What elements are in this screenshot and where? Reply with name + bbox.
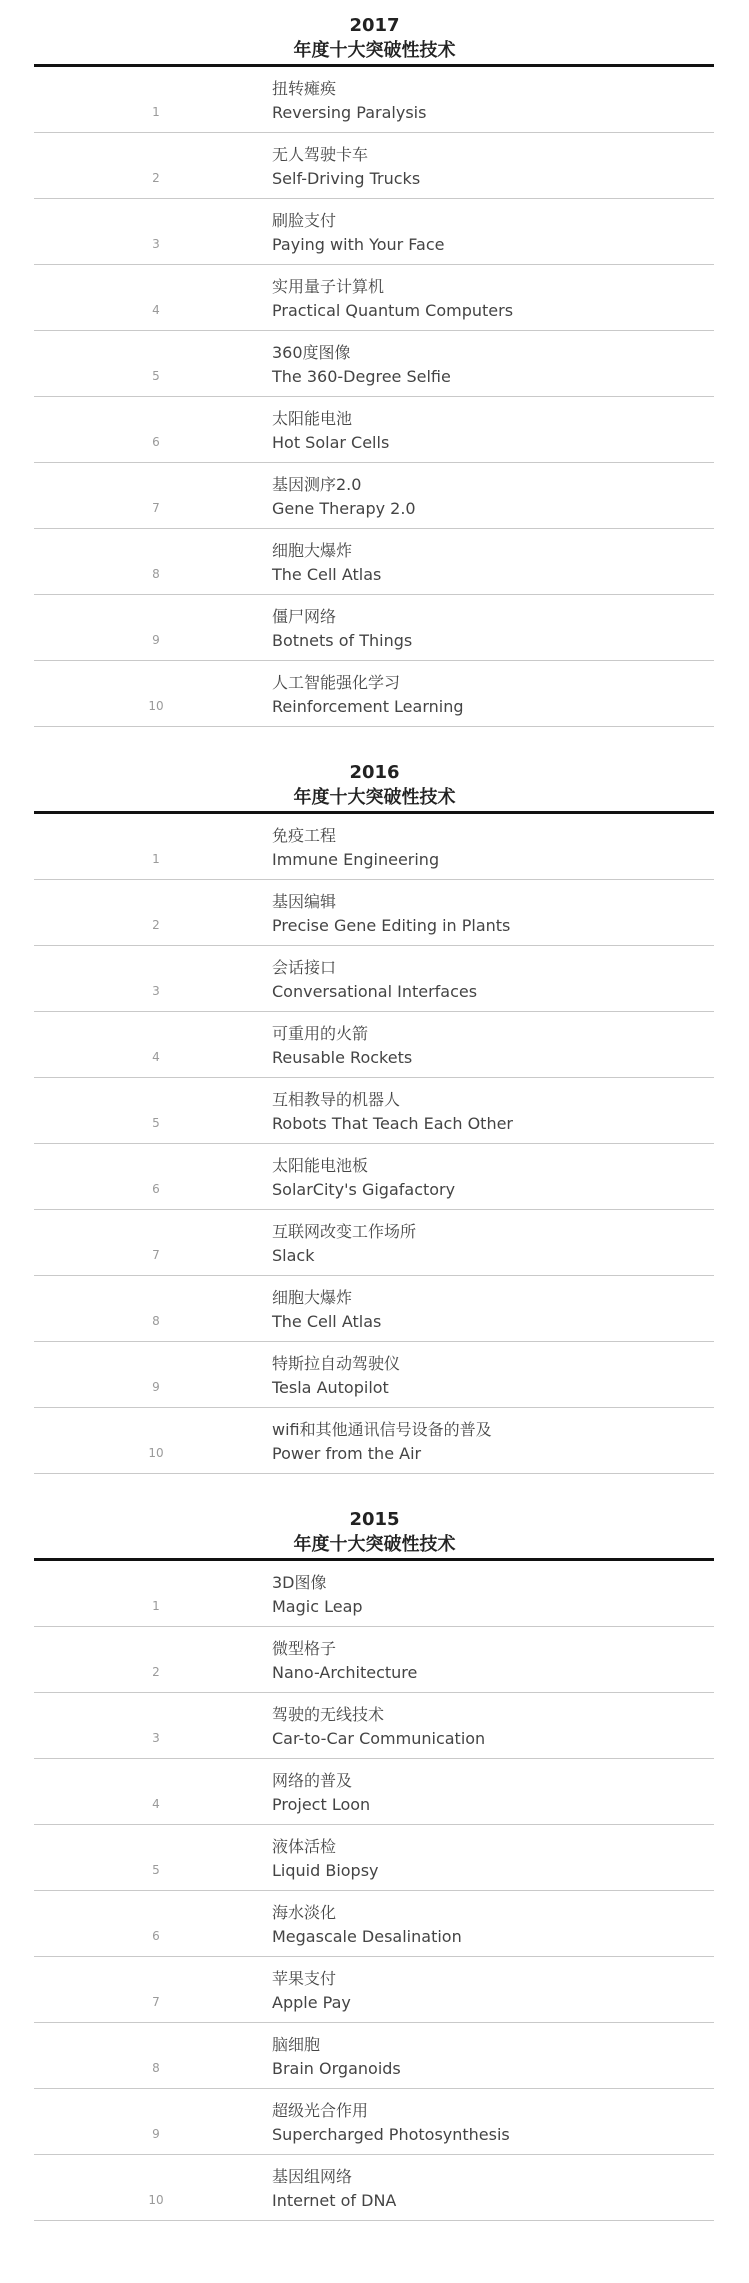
tech-name-en: Paying with Your Face <box>272 235 445 254</box>
tech-name-en: Power from the Air <box>272 1444 422 1463</box>
rank-number: 5 <box>152 1116 160 1130</box>
section-header <box>0 14 749 64</box>
tech-name-cn: 驾驶的无线技术 <box>272 1705 385 1724</box>
section-subtitle: 年度十大突破性技术 <box>293 787 456 808</box>
list-item <box>34 814 714 880</box>
list-item <box>34 1078 714 1144</box>
rank-number: 6 <box>152 1929 160 1943</box>
list-item <box>34 1957 714 2023</box>
tech-name-en: Gene Therapy 2.0 <box>272 499 416 518</box>
tech-name-en: Magic Leap <box>272 1597 363 1616</box>
list-item <box>34 265 714 331</box>
list-item <box>34 1408 714 1474</box>
tech-name-cn: 海水淡化 <box>272 1903 337 1922</box>
tech-name-en: Tesla Autopilot <box>272 1378 389 1397</box>
rank-number: 4 <box>152 303 160 317</box>
tech-name-en: Reversing Paralysis <box>272 103 427 122</box>
tech-name-en: Nano-Architecture <box>272 1663 418 1682</box>
tech-name-cn: 苹果支付 <box>272 1969 337 1988</box>
tech-name-en: Liquid Biopsy <box>272 1861 379 1880</box>
rank-number: 4 <box>152 1797 160 1811</box>
tech-name-cn: 液体活检 <box>272 1837 337 1856</box>
list-item <box>34 1144 714 1210</box>
rank-number: 3 <box>152 984 160 998</box>
rank-number: 3 <box>152 237 160 251</box>
tech-name-en: Internet of DNA <box>272 2191 397 2210</box>
rank-number: 9 <box>152 2127 160 2141</box>
section-2017 <box>0 14 749 727</box>
list-item <box>34 880 714 946</box>
tech-name-en: Brain Organoids <box>272 2059 401 2078</box>
tech-name-en: Self-Driving Trucks <box>272 169 421 188</box>
rank-number: 10 <box>148 1446 164 1460</box>
tech-name-en: Botnets of Things <box>272 631 413 650</box>
list-item <box>34 67 714 133</box>
tech-name-cn: 刷脸支付 <box>272 211 337 230</box>
list-item <box>34 1825 714 1891</box>
list-item <box>34 133 714 199</box>
tech-name-cn: 细胞大爆炸 <box>272 541 353 560</box>
list-item <box>34 1759 714 1825</box>
list-item <box>34 1276 714 1342</box>
tech-name-cn: 可重用的火箭 <box>272 1024 369 1043</box>
tech-name-en: The Cell Atlas <box>272 565 382 584</box>
tech-name-en: Practical Quantum Computers <box>272 301 514 320</box>
tech-list <box>34 1561 714 2221</box>
tech-name-cn: 互联网改变工作场所 <box>272 1222 417 1241</box>
tech-name-cn: 微型格子 <box>272 1639 337 1658</box>
tech-name-en: SolarCity's Gigafactory <box>272 1180 456 1199</box>
rank-number: 4 <box>152 1050 160 1064</box>
rank-number: 2 <box>152 171 160 185</box>
rank-number: 8 <box>152 567 160 581</box>
list-item <box>34 331 714 397</box>
list-item <box>34 2023 714 2089</box>
section-header <box>0 1508 749 1558</box>
tech-name-en: Immune Engineering <box>272 850 440 869</box>
rank-number: 2 <box>152 1665 160 1679</box>
tech-name-cn: 实用量子计算机 <box>272 277 385 296</box>
tech-name-en: Hot Solar Cells <box>272 433 390 452</box>
tech-name-cn: 太阳能电池 <box>272 409 353 428</box>
list-item <box>34 1342 714 1408</box>
tech-name-cn: 3D图像 <box>272 1573 327 1592</box>
list-item <box>34 199 714 265</box>
section-2016 <box>0 761 749 1474</box>
rank-number: 8 <box>152 1314 160 1328</box>
tech-name-cn: 免疫工程 <box>272 826 337 845</box>
section-year: 2015 <box>349 1509 400 1530</box>
list-item <box>34 1210 714 1276</box>
tech-name-cn: 细胞大爆炸 <box>272 1288 353 1307</box>
rank-number: 1 <box>152 105 160 119</box>
list-item <box>34 2089 714 2155</box>
tech-name-cn: 基因测序2.0 <box>272 475 362 494</box>
rank-number: 5 <box>152 369 160 383</box>
list-item <box>34 661 714 727</box>
tech-name-cn: 特斯拉自动驾驶仪 <box>272 1354 401 1373</box>
tech-name-cn: 太阳能电池板 <box>272 1156 369 1175</box>
tech-name-cn: 基因编辑 <box>272 892 337 911</box>
list-item <box>34 397 714 463</box>
rank-number: 6 <box>152 435 160 449</box>
tech-name-cn: wifi和其他通讯信号设备的普及 <box>272 1420 492 1439</box>
rank-number: 9 <box>152 1380 160 1394</box>
section-subtitle: 年度十大突破性技术 <box>293 1534 456 1555</box>
list-item <box>34 2155 714 2221</box>
section-subtitle: 年度十大突破性技术 <box>293 40 456 61</box>
list-item <box>34 1693 714 1759</box>
tech-name-cn: 基因组网络 <box>272 2167 353 2186</box>
list-item <box>34 1012 714 1078</box>
tech-name-cn: 360度图像 <box>272 343 351 362</box>
tech-name-en: Supercharged Photosynthesis <box>272 2125 510 2144</box>
list-item <box>34 1561 714 1627</box>
list-item <box>34 463 714 529</box>
tech-name-en: Apple Pay <box>272 1993 351 2012</box>
section-header <box>0 761 749 811</box>
section-year: 2016 <box>349 762 400 783</box>
tech-name-cn: 僵尸网络 <box>272 607 337 626</box>
tech-name-en: Megascale Desalination <box>272 1927 462 1946</box>
section-2015 <box>0 1508 749 2221</box>
rank-number: 3 <box>152 1731 160 1745</box>
rank-number: 5 <box>152 1863 160 1877</box>
list-item <box>34 529 714 595</box>
rank-number: 2 <box>152 918 160 932</box>
list-item <box>34 1891 714 1957</box>
tech-name-cn: 互相教导的机器人 <box>272 1090 401 1109</box>
tech-name-cn: 无人驾驶卡车 <box>272 145 369 164</box>
rank-number: 1 <box>152 1599 160 1613</box>
tech-name-cn: 会话接口 <box>272 958 337 977</box>
tech-name-cn: 超级光合作用 <box>272 2101 369 2120</box>
list-item <box>34 1627 714 1693</box>
tech-name-en: Slack <box>272 1246 315 1265</box>
tech-name-en: Reusable Rockets <box>272 1048 413 1067</box>
rank-number: 10 <box>148 699 164 713</box>
rank-number: 7 <box>152 1995 160 2009</box>
tech-name-en: The 360-Degree Selfie <box>272 367 451 386</box>
section-year: 2017 <box>349 15 400 36</box>
tech-name-en: Car-to-Car Communication <box>272 1729 486 1748</box>
tech-list <box>34 814 714 1474</box>
tech-name-en: Precise Gene Editing in Plants <box>272 916 511 935</box>
tech-name-en: Conversational Interfaces <box>272 982 478 1001</box>
list-item <box>34 946 714 1012</box>
tech-name-cn: 网络的普及 <box>272 1771 353 1790</box>
tech-list <box>34 67 714 727</box>
tech-name-en: Project Loon <box>272 1795 371 1814</box>
rank-number: 7 <box>152 501 160 515</box>
rank-number: 1 <box>152 852 160 866</box>
tech-name-en: The Cell Atlas <box>272 1312 382 1331</box>
rank-number: 8 <box>152 2061 160 2075</box>
rank-number: 9 <box>152 633 160 647</box>
tech-name-cn: 脑细胞 <box>272 2035 321 2054</box>
rank-number: 7 <box>152 1248 160 1262</box>
rank-number: 6 <box>152 1182 160 1196</box>
tech-name-cn: 人工智能强化学习 <box>272 673 401 692</box>
rank-number: 10 <box>148 2193 164 2207</box>
list-item <box>34 595 714 661</box>
tech-name-cn: 扭转瘫痪 <box>272 79 337 98</box>
tech-name-en: Robots That Teach Each Other <box>272 1114 513 1133</box>
tech-name-en: Reinforcement Learning <box>272 697 464 716</box>
